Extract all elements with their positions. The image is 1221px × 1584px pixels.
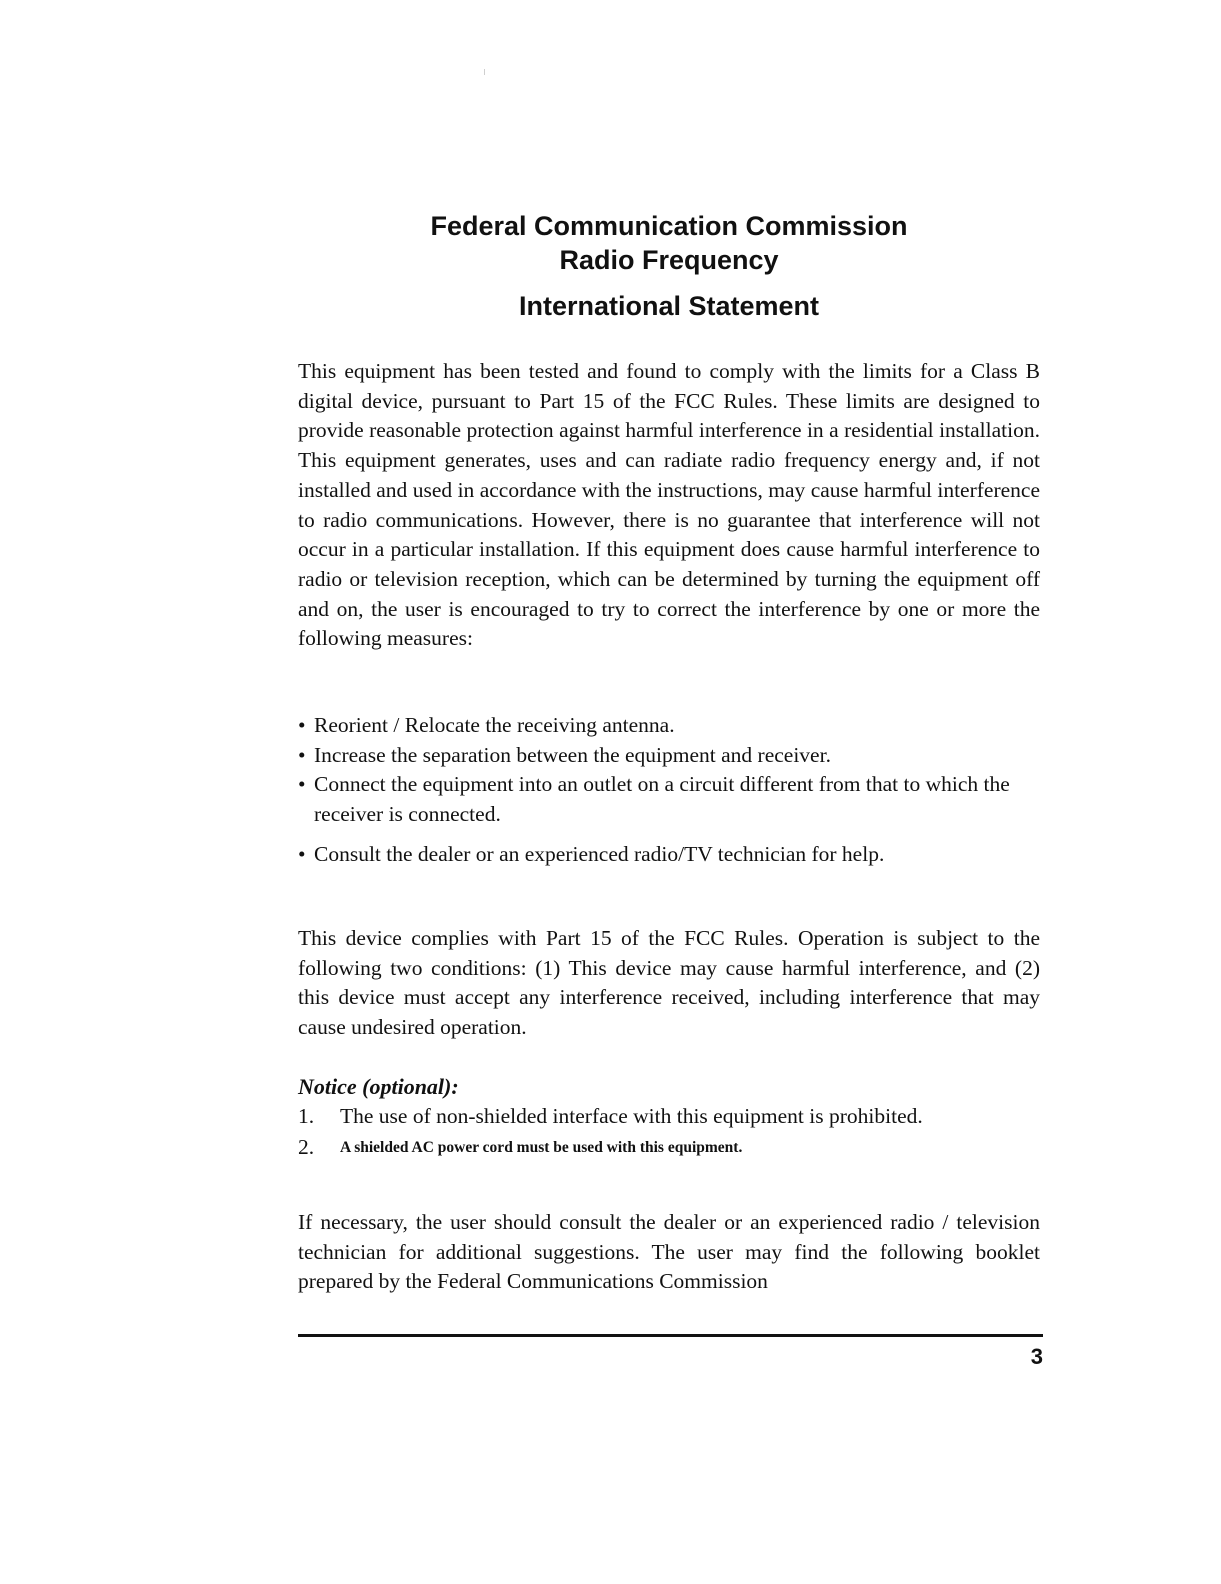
measure-text: Consult the dealer or an experienced radio/TV technician for help. — [314, 841, 885, 866]
measure-item — [298, 711, 1040, 741]
page-number: 3 — [1030, 1344, 1043, 1369]
compliance-paragraph: This device complies with Part 15 of the FCC Rules. Operation is subject to the following two conditions: (1) This device may cause harmful interference, and (2) this device must accept any interference received, including interference that may cause undesired operation. — [298, 926, 1040, 1040]
notice-item — [298, 1132, 1040, 1163]
measure-item — [298, 770, 1040, 829]
footer-rule — [298, 1334, 1043, 1337]
title-line-1: Federal Communication Commission — [430, 211, 908, 241]
measure-item — [298, 741, 1040, 771]
notice-item-number: 2. — [298, 1135, 315, 1159]
bullet-icon: • — [298, 742, 306, 767]
notice-item-number: 1. — [298, 1104, 315, 1128]
notice-item-text: The use of non-shielded interface with this equipment is prohibited. — [340, 1104, 923, 1128]
measure-item — [298, 840, 1040, 870]
notice-item-text: A shielded AC power cord must be used with this equipment. — [340, 1139, 743, 1156]
title-line-3: International Statement — [518, 291, 820, 321]
measure-text: Reorient / Relocate the receiving antenna. — [314, 713, 675, 737]
measures-list — [298, 711, 1040, 870]
suggestion-paragraph: If necessary, the user should consult the dealer or an experienced radio / television technician for additional suggestions. The user may find the following booklet prepared by the Federal Communications Commission — [298, 1210, 1040, 1294]
measure-text: Connect the equipment into an outlet on a circuit different from that to which the receiver is connected. — [314, 772, 1010, 827]
notice-title: Notice (optional): — [298, 1074, 459, 1099]
title-line-2: Radio Frequency — [559, 245, 779, 275]
bullet-icon: • — [298, 841, 306, 866]
bullet-icon: • — [298, 772, 306, 797]
intro-paragraph: This equipment has been tested and found to comply with the limits for a Class B digital device, pursuant to Part 15 of the FCC Rules. These limits are designed to provide reasonable protection against harmful interference in a residential installation. This equipment generates, uses and can radiate radio frequency energy and, if not installed and used in accordance with the instructions, may cause harmful interference to radio communications. However, there is no guarantee that interference will not occur in a particular installation. If this equipment does cause harmful interference to radio or television reception, which can be determined by turning the equipment off and on, the user is encouraged to try to correct the interference by one or more the following measures: — [298, 359, 1040, 651]
bullet-icon: • — [298, 713, 306, 737]
scan-speck — [484, 69, 485, 75]
measure-text: Increase the separation between the equipment and receiver. — [314, 742, 831, 767]
notice-item — [298, 1101, 1040, 1132]
notice-list — [298, 1101, 1040, 1163]
